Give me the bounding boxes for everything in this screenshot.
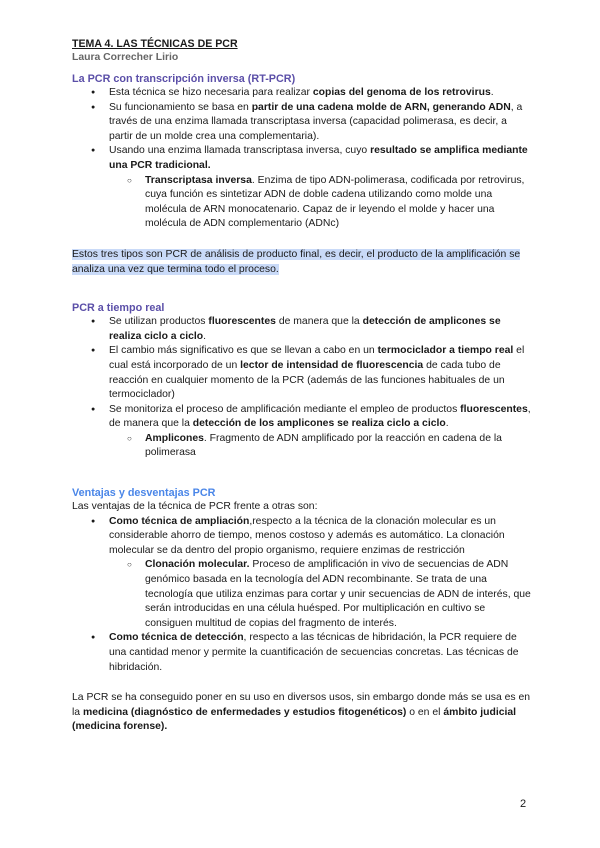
text: , a través de una enzima llamada transcriptasa inversa (capacidad polimerasa, es decir, a partir de un molde crea una complementaria). — [109, 101, 523, 142]
bold-text: detección de amplicones se realiza ciclo a ciclo — [109, 316, 501, 342]
bold-text: Transcriptasa inversa — [145, 174, 252, 186]
text: , respecto a las técnicas de hibridación, la PCR requiere de una cantidad menor y permite la cuantificación de secuencias concretas. Las técnicas de hibridación. — [109, 632, 519, 673]
text: Se utilizan productos — [109, 316, 209, 328]
bold-text: resultado se amplifica mediante una PCR tradicional. — [109, 145, 528, 171]
highlighted-paragraph — [72, 248, 532, 277]
text: La PCR se ha conseguido poner en su uso en diversos usos, sin embargo donde más se usa es en la — [72, 692, 531, 718]
text: Esta técnica se hizo necesaria para realizar — [109, 87, 313, 98]
text: Proceso de amplificación in vivo de secuencias de ADN genómico basada en la tecnología del ADN recombinante. Se trata de una tecnología que utiliza enzimas para cortar y unir secuencias de ADN de interés, que serán introducidas en una célula huésped. Por multiplicación en cultivo se consiguen multitud de copias del fragmento de interés. — [145, 559, 531, 629]
list-item — [72, 315, 532, 344]
text: . Enzima de tipo ADN-polimerasa, codificada por retrovirus, cuya función es sintetizar ADN de doble cadena utilizando como molde una molécula de ARN monocatenario. Capaz de ir leyendo el molde y hacer una molécula de ADN complementario (ADNc) — [145, 174, 525, 230]
list-item — [72, 144, 532, 173]
advantages-list — [72, 515, 532, 676]
bold-text: copias del genoma de los retrovirus — [312, 87, 491, 98]
text: El cambio más significativo es que se llevan a cabo en un — [109, 345, 378, 357]
bold-text: lector de intensidad de fluorescencia — [240, 359, 424, 371]
bold-text: termociclador a tiempo real — [377, 345, 514, 357]
advantages-intro: Las ventajas de la técnica de PCR frente a otras son: — [72, 501, 318, 513]
bold-text: fluorescentes — [460, 403, 528, 415]
text: de cada tubo de reacción en cualquier momento de la PCR (además de las funciones habituales de un termociclador) — [109, 359, 505, 401]
document-title: TEMA 4. LAS TÉCNICAS DE PCR — [72, 38, 238, 50]
document-author: Laura Correcher Lirio — [72, 52, 179, 63]
bold-text: Clonación molecular. — [145, 559, 250, 571]
list-item — [72, 101, 532, 145]
sub-list-item — [72, 432, 532, 461]
rt-pcr-list — [72, 86, 532, 232]
text: . Fragmento de ADN amplificado por la reacción en cadena de la polimerasa — [145, 432, 502, 459]
bold-text: ámbito judicial (medicina forense). — [72, 706, 517, 733]
section-heading-rt-pcr: La PCR con transcripción inversa (RT-PCR) — [72, 73, 296, 85]
section-heading-real-time-pcr: PCR a tiempo real — [72, 302, 165, 315]
text: . — [445, 418, 449, 430]
list-item — [72, 631, 532, 675]
list-item — [72, 344, 532, 402]
text: Se monitoriza el proceso de amplificación mediante el empleo de productos — [109, 403, 461, 415]
text: . — [490, 87, 494, 98]
text: ,respecto a la técnica de la clonación molecular es un considerable ahorro de tiempo, menos costoso y además es automático. La clonación molecular se da dentro del propio organismo, requiere enzimas de restricción — [109, 515, 505, 556]
highlighted-text: Estos tres tipos son PCR de análisis de producto final, es decir, el producto de la amplificación se analiza una vez que termina todo el proceso. — [72, 248, 521, 275]
list-item — [72, 86, 532, 101]
real-time-pcr-list — [72, 315, 532, 461]
section-heading-advantages: Ventajas y desventajas PCR — [72, 487, 216, 500]
sub-list-item — [72, 174, 532, 232]
sub-list-item — [72, 558, 532, 631]
bold-text: medicina (diagnóstico de enfermedades y estudios fitogenéticos) — [82, 706, 407, 718]
list-item — [72, 403, 532, 432]
text: Usando una enzima llamada transcriptasa inversa, cuyo — [109, 145, 371, 157]
text: . — [203, 330, 207, 342]
bold-text: detección de los amplicones se realiza ciclo a ciclo — [192, 418, 446, 430]
closing-paragraph — [72, 691, 532, 735]
text: o en el — [406, 706, 444, 718]
bold-text: Amplicones — [145, 432, 204, 444]
bold-text: Como técnica de ampliación — [109, 515, 250, 527]
page-number: 2 — [520, 798, 527, 810]
bold-text: partir de una cadena molde de ARN, generando ADN — [251, 101, 511, 113]
list-item — [72, 515, 532, 559]
text: de manera que la — [275, 316, 363, 328]
text: el cual está incorporado de un — [109, 345, 525, 371]
text: Su funcionamiento se basa en — [109, 101, 252, 113]
bold-text: fluorescentes — [208, 316, 276, 328]
text: , de manera que la — [109, 403, 531, 430]
bold-text: Como técnica de detección — [109, 632, 244, 644]
document-page — [72, 37, 532, 735]
